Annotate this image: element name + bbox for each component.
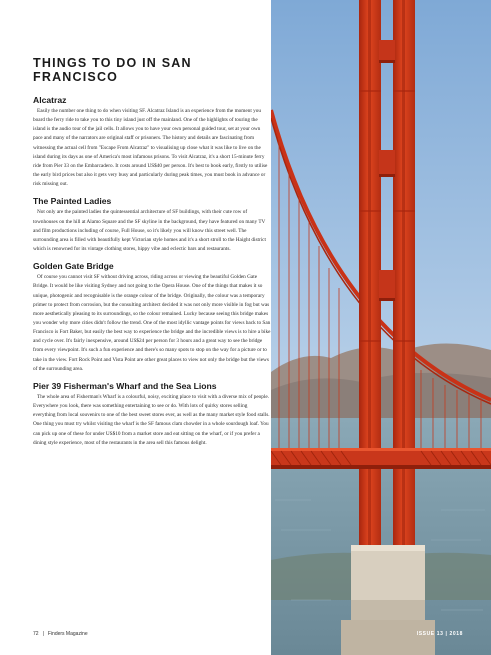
- section-heading: Pier 39 Fisherman's Wharf and the Sea Lions: [33, 380, 217, 391]
- issue-label: ISSUE 13 | 2018: [416, 631, 463, 637]
- section-body: Not only are the painted ladies the quintessential architecture of SF buildings, with their cute row of townhouses on the hill at Alamo Square and the SF skyline in the background, they have featured on many TV and film productions including of course, Full House, so it's likely you will know this street well. The surrounding area is filled with beautifully kept Victorian style homes and it's a short stroll to the Haight district which is renowned for its vintage clothing stores, hippy vibe and eclectic bars and restaurants.: [33, 209, 266, 253]
- section-heading: Alcatraz: [33, 95, 67, 105]
- golden-gate-bridge-photo: [271, 0, 491, 655]
- section-body: The whole area of Fisherman's Wharf is a colourful, noisy, exciting place to visit with a diverse mix of people. Everywhere you look, there was something entertaining to see or do. With lots of quirky stores selling everything from local souvenirs to one of the best sweet stores ever, as well as the many market style food stalls. One thing you must try whilst visiting the wharf is the SF famous clam chowder in a whole sourdough loaf. You can pick up one of these for under US$10 from a market store and eat sitting on the wharf, or if you prefer a dining style experience, most of the restaurants in the area sell this famous delight.: [33, 393, 270, 446]
- magazine-name: Finders Magazine: [47, 631, 88, 637]
- section-body: Easily the number one thing to do when visiting SF. Alcatraz Island is an experience from the moment you board the ferry ride to take you to this tiny island just off the mainland. One of the highlights of touring the island is the audio tour of the jail cells. It allows you to have your own personal guided tour, set at your own pace and many of the narrators are original staff or prisoners. The history and details are fascinating from witnessing the actual cell from "Escape From Alcatraz" to visualising up close what it was like to live on the island during its days as one of America's most infamous prisons. To visit Alcatraz, it's a short 15-minute ferry ride from Pier 33 on the Embarcadero. It costs around US$40 per person. It's best to book early, firstly to utilise the early bird prices but also it gets very busy and particularly during peak times, you must book in advance or risk missing out.: [33, 108, 268, 188]
- section-body: Of course you cannot visit SF without driving across, riding across or viewing the beautiful Golden Gate Bridge. It would be like visiting Sydney and not going to the Opera House. One of the things that makes it so unique, photogenic and recognisable is the orange colour of the bridge. Originally, the colour was a temporary primer to protect from corrosion, but the consulting architect decided it was not only more visible in fog but was more aesthetically pleasing to its surroundings, so the colour remained. Lucky because seeing this bridge makes you wonder why more cities didn't follow the trend. One of the most idyllic vantage points for views back to San Francisco is Fort Baker, but easily the best way to experience the bridge and the incredible views is to hire a bike and cycle over. It's fairly inexpensive, around US$24 per person for 3 hours and a great way to see the bridge from every viewpoint. It's such a fun experience and there's so many spots to stop on the way for a picture or to take in the view. Fort Rock Point and Vista Point are other great places to view not only the bridge but the views of the surrounding area.: [33, 274, 271, 372]
- page-number: 72: [33, 631, 39, 637]
- section-heading: Golden Gate Bridge: [33, 261, 114, 272]
- article-column: [33, 56, 271, 455]
- section-painted-ladies: [33, 196, 271, 254]
- article-title: THINGS TO DO IN SAN FRANCISCO: [33, 56, 192, 84]
- section-heading: The Painted Ladies: [33, 196, 112, 207]
- section-alcatraz: [33, 95, 271, 189]
- footer-separator: |: [42, 631, 44, 637]
- section-pier-39: [33, 381, 271, 448]
- section-golden-gate-bridge: [33, 261, 271, 374]
- page-footer: [33, 631, 88, 637]
